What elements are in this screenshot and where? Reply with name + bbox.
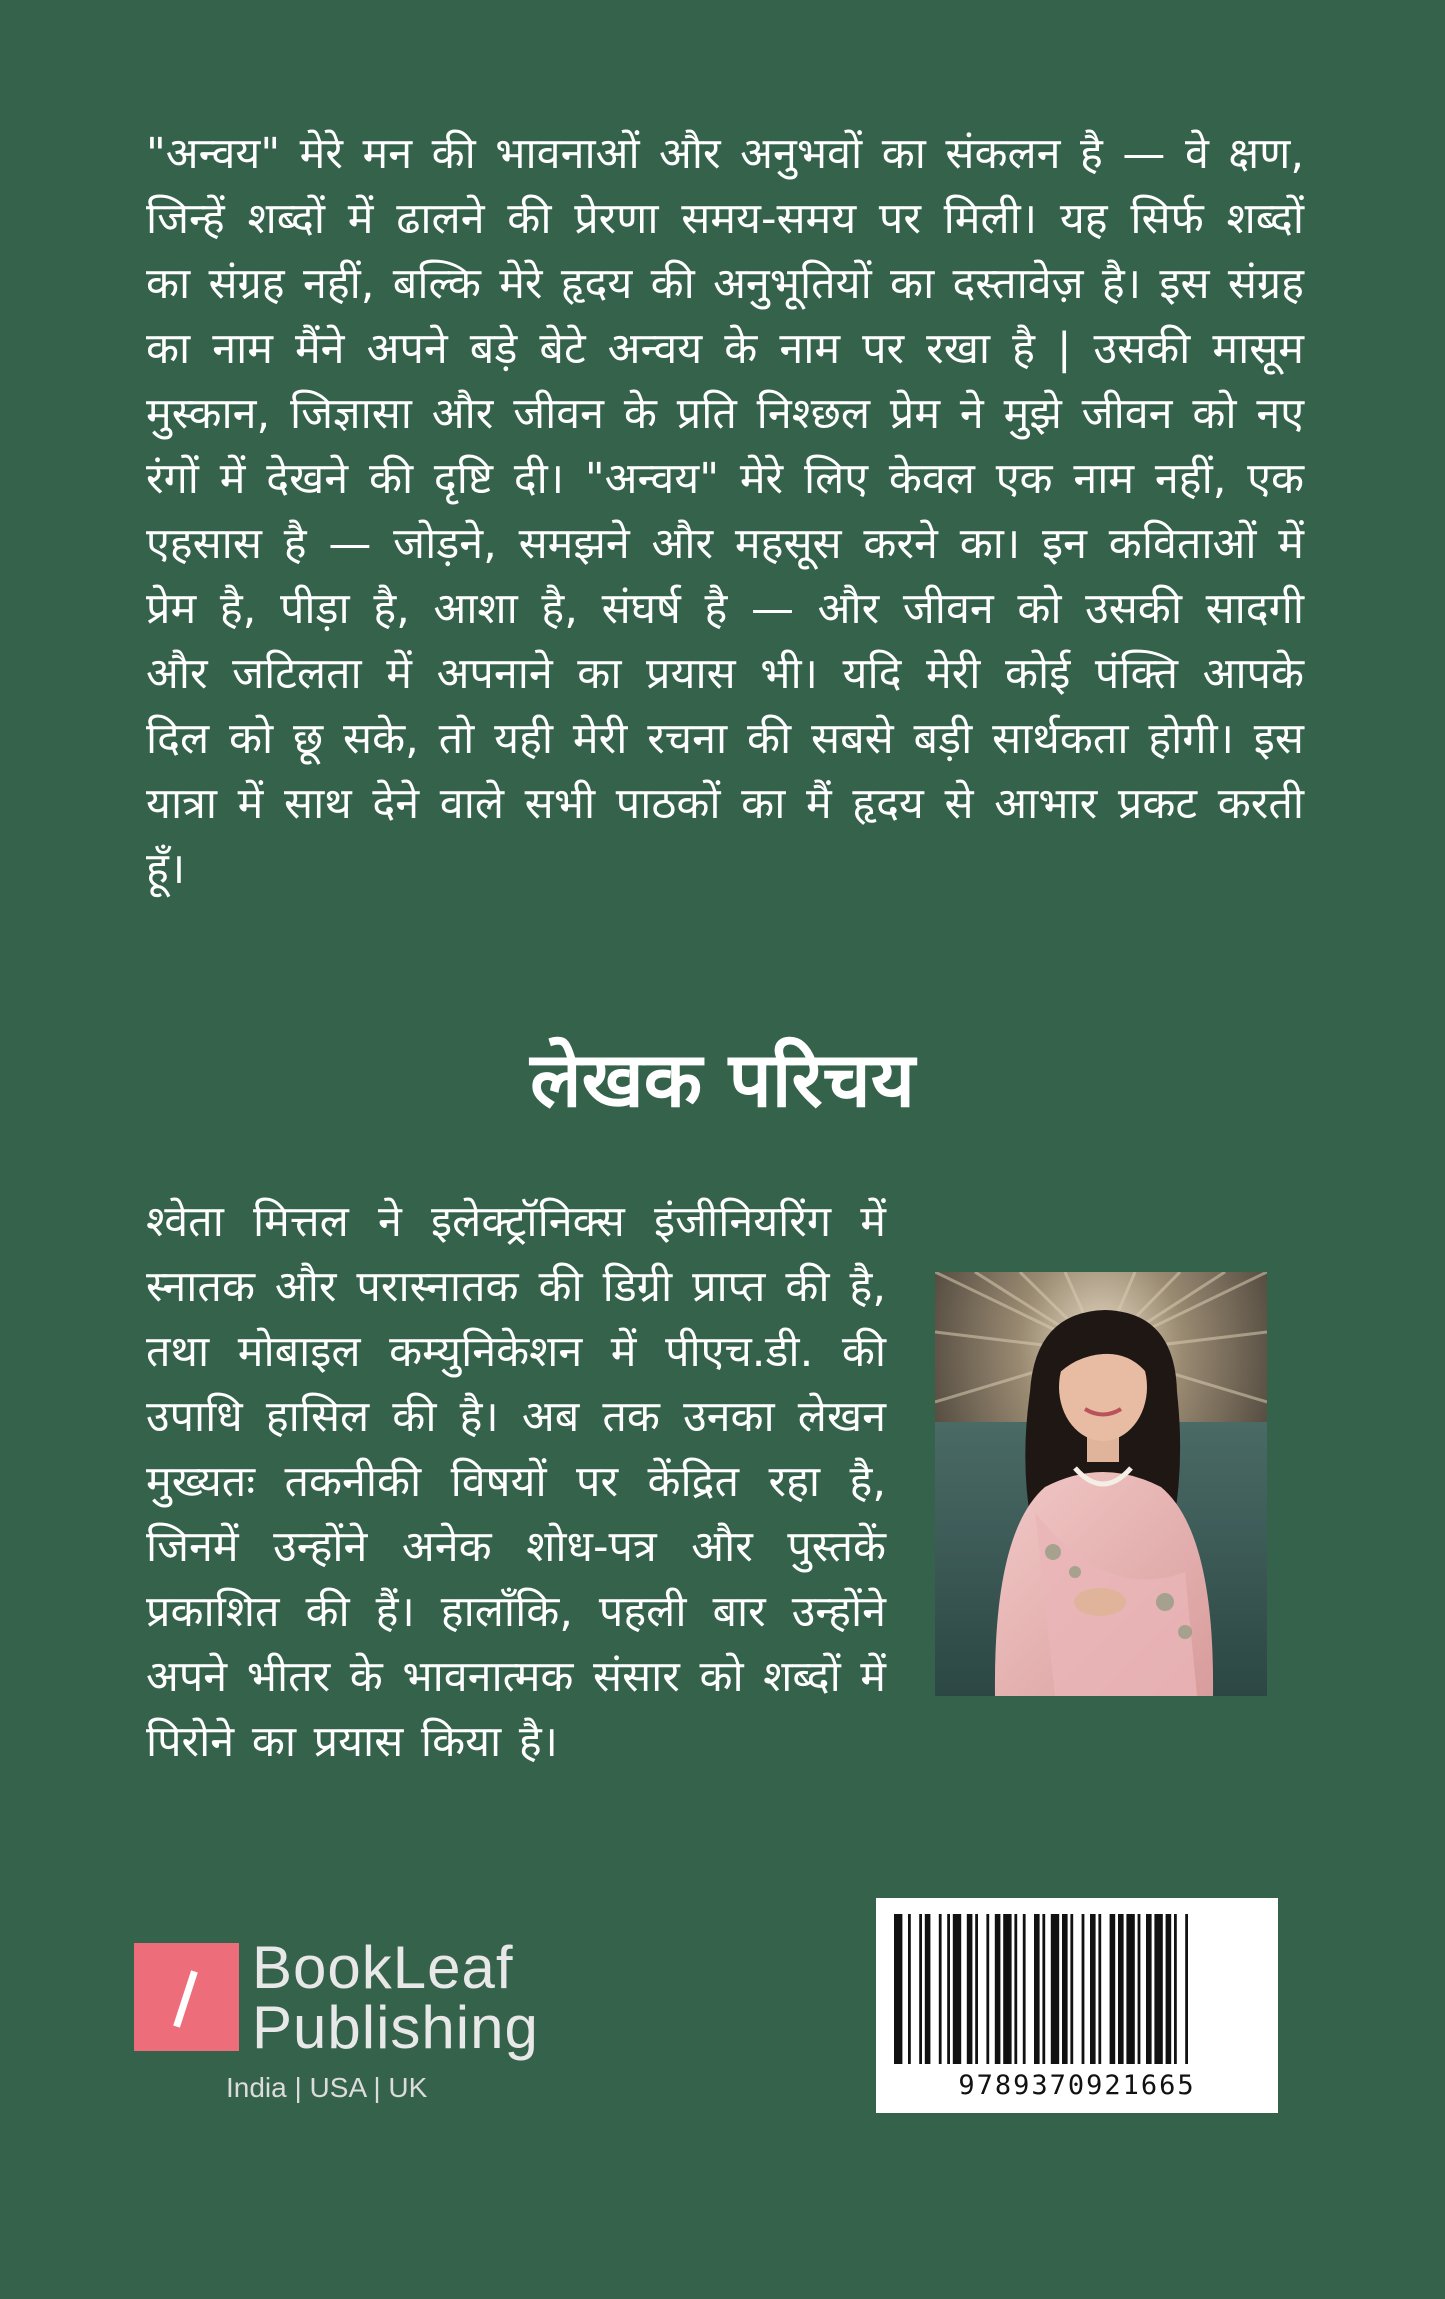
- isbn-number: 9789370921665: [958, 2070, 1196, 2101]
- back-cover-blurb: "अन्वय" मेरे मन की भावनाओं और अनुभवों का संकलन है — वे क्षण, जिन्हें शब्दों में ढालने की प्रेरणा समय-समय पर मिली। यह सिर्फ शब्दों का संग्रह नहीं, बल्कि मेरे हृदय की अनुभूतियों का दस्तावेज़ है। इस संग्रह का नाम मैंने अपने बड़े बेटे अन्वय के नाम पर रखा है | उसकी मासूम मुस्कान, जिज्ञासा और जीवन के प्रति निश्छल प्रेम ने मुझे जीवन को नए रंगों में देखने की दृष्टि दी। "अन्वय" मेरे लिए केवल एक नाम नहीं, एक एहसास है — जोड़ने, समझने और महसूस करने का। इन कविताओं में प्रेम है, पीड़ा है, आशा है, संघर्ष है — और जीवन को उसकी सादगी और जटिलता में अपनाने का प्रयास भी। यदि मेरी कोई पंक्ति आपके दिल को छू सके, तो यही मेरी रचना की सबसे बड़ी सार्थकता होगी। इस यात्रा में साथ देने वाले सभी पाठकों का मैं हृदय से आभार प्रकट करती हूँ।: [146, 129, 1304, 894]
- barcode-bars-icon: [894, 1914, 1260, 2064]
- author-bio: श्वेता मित्तल ने इलेक्ट्रॉनिक्स इंजीनियरिंग में स्नातक और परास्नातक की डिग्री प्राप्त की है, तथा मोबाइल कम्युनिकेशन में पीएच.डी. की उपाधि हासिल की है। अब तक उनका लेखन मुख्यतः तकनीकी विषयों पर केंद्रित रहा है, जिनमें उन्होंने अनेक शोध-पत्र और पुस्तकें प्रकाशित की हैं। हालाँकि, पहली बार उन्होंने अपने भीतर के भावनात्मक संसार को शब्दों में पिरोने का प्रयास किया है।: [146, 1197, 886, 1767]
- publisher-name-line1: BookLeaf: [252, 1934, 514, 2001]
- author-photo: [935, 1272, 1267, 1696]
- publisher-name-line2: Publishing: [252, 1994, 539, 2061]
- publisher-regions: India | USA | UK: [226, 2072, 428, 2103]
- author-intro-heading: लेखक परिचय: [530, 1035, 915, 1124]
- isbn-barcode: [876, 1898, 1278, 2113]
